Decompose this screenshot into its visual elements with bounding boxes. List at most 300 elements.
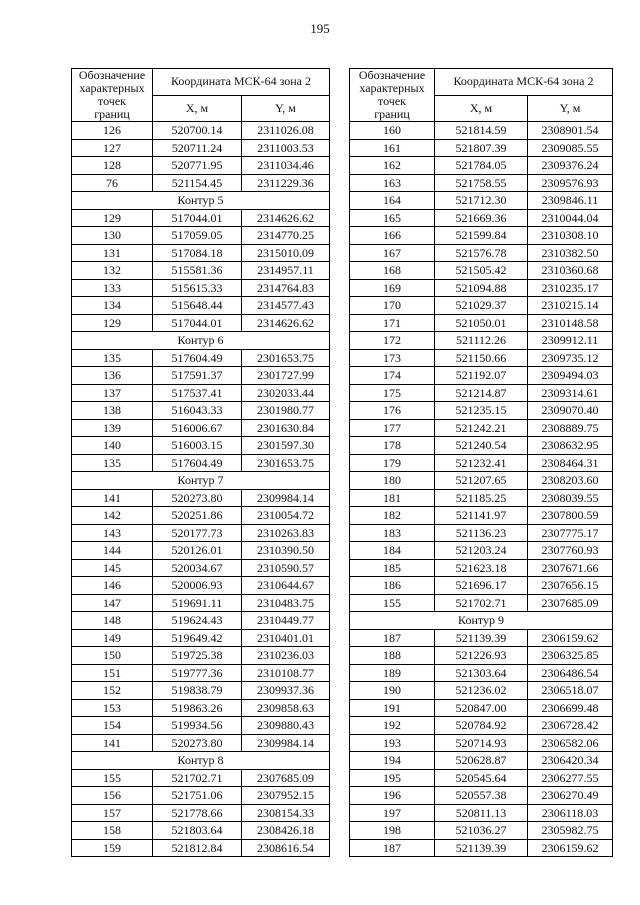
table-row [72, 279, 330, 297]
point-number-cell: 177 [350, 419, 435, 437]
x-coordinate-cell: 521036.27 [435, 822, 528, 840]
x-coordinate-cell: 521758.55 [435, 174, 528, 192]
x-coordinate-cell: 521696.17 [435, 577, 528, 595]
point-number-cell: 169 [350, 279, 435, 297]
x-coordinate-cell: 521226.93 [435, 647, 528, 665]
table-row [72, 769, 330, 787]
x-coordinate-cell: 521094.88 [435, 279, 528, 297]
x-coordinate-cell: 519649.42 [153, 629, 242, 647]
x-coordinate-cell: 521702.71 [153, 769, 242, 787]
x-coordinate-cell: 521803.64 [153, 822, 242, 840]
point-number-cell: 153 [72, 699, 153, 717]
table-row [350, 489, 613, 507]
point-number-cell: 134 [72, 297, 153, 315]
y-coordinate-cell: 2307800.59 [528, 507, 613, 525]
point-number-cell: 193 [350, 734, 435, 752]
coordinates-table-left [71, 68, 330, 857]
table-row [350, 279, 613, 297]
table-row [72, 524, 330, 542]
table-row [72, 157, 330, 175]
x-coordinate-cell: 520771.95 [153, 157, 242, 175]
point-number-cell: 144 [72, 542, 153, 560]
table-row [72, 139, 330, 157]
point-number-cell: 190 [350, 682, 435, 700]
table-row [350, 402, 613, 420]
table-row [350, 262, 613, 280]
x-coordinate-cell: 517537.41 [153, 384, 242, 402]
table-row [72, 402, 330, 420]
x-coordinate-cell: 520177.73 [153, 524, 242, 542]
point-number-cell: 160 [350, 122, 435, 140]
y-coordinate-cell: 2310449.77 [242, 612, 330, 630]
point-number-cell: 135 [72, 349, 153, 367]
table-row [72, 209, 330, 227]
x-coordinate-cell: 521623.18 [435, 559, 528, 577]
x-coordinate-cell: 517604.49 [153, 349, 242, 367]
table-row [350, 839, 613, 857]
point-number-cell: 154 [72, 717, 153, 735]
point-number-cell: 156 [72, 787, 153, 805]
y-coordinate-cell: 2309085.55 [528, 139, 613, 157]
y-coordinate-cell: 2309494.03 [528, 367, 613, 385]
x-coordinate-cell: 521192.07 [435, 367, 528, 385]
y-coordinate-cell: 2308464.31 [528, 454, 613, 472]
y-coordinate-cell: 2306518.07 [528, 682, 613, 700]
y-coordinate-cell: 2301653.75 [242, 349, 330, 367]
table-row [350, 734, 613, 752]
point-number-cell: 133 [72, 279, 153, 297]
x-coordinate-cell: 516043.33 [153, 402, 242, 420]
y-coordinate-cell: 2311229.36 [242, 174, 330, 192]
table-row [350, 122, 613, 140]
x-coordinate-cell: 519691.11 [153, 594, 242, 612]
x-column-header: Х, м [435, 95, 528, 122]
point-number-cell: 176 [350, 402, 435, 420]
table-row [72, 594, 330, 612]
y-coordinate-cell: 2315010.09 [242, 244, 330, 262]
x-coordinate-cell: 521240.54 [435, 437, 528, 455]
point-number-cell: 129 [72, 314, 153, 332]
x-coordinate-cell: 521778.66 [153, 804, 242, 822]
y-coordinate-cell: 2310644.67 [242, 577, 330, 595]
y-coordinate-cell: 2308154.33 [242, 804, 330, 822]
x-coordinate-cell: 521207.65 [435, 472, 528, 490]
x-coordinate-cell: 519725.38 [153, 647, 242, 665]
y-coordinate-cell: 2309576.93 [528, 174, 613, 192]
x-coordinate-cell: 521136.23 [435, 524, 528, 542]
x-coordinate-cell: 521576.78 [435, 244, 528, 262]
point-number-cell: 132 [72, 262, 153, 280]
point-number-cell: 182 [350, 507, 435, 525]
point-number-cell: 171 [350, 314, 435, 332]
point-number-cell: 183 [350, 524, 435, 542]
point-number-cell: 152 [72, 682, 153, 700]
table-row [350, 244, 613, 262]
table-row [72, 559, 330, 577]
point-number-cell: 136 [72, 367, 153, 385]
point-number-cell: 189 [350, 664, 435, 682]
table-row [350, 437, 613, 455]
point-number-cell: 188 [350, 647, 435, 665]
point-number-cell: 143 [72, 524, 153, 542]
table-row [350, 139, 613, 157]
point-number-cell: 158 [72, 822, 153, 840]
point-number-cell: 155 [350, 594, 435, 612]
table-row [72, 612, 330, 630]
point-number-cell: 187 [350, 839, 435, 857]
contour-row [72, 332, 330, 350]
y-coordinate-cell: 2310236.03 [242, 647, 330, 665]
table-row [350, 524, 613, 542]
page-number: 195 [310, 21, 330, 36]
y-coordinate-cell: 2314577.43 [242, 297, 330, 315]
x-coordinate-cell: 521150.66 [435, 349, 528, 367]
table-row [72, 454, 330, 472]
point-number-cell: 141 [72, 489, 153, 507]
y-coordinate-cell: 2308632.95 [528, 437, 613, 455]
x-coordinate-cell: 521139.39 [435, 839, 528, 857]
x-coordinate-cell: 517044.01 [153, 314, 242, 332]
table-row [350, 594, 613, 612]
point-number-cell: 172 [350, 332, 435, 350]
y-coordinate-cell: 2305982.75 [528, 822, 613, 840]
point-number-cell: 127 [72, 139, 153, 157]
y-coordinate-cell: 2309880.43 [242, 717, 330, 735]
y-coordinate-cell: 2310235.17 [528, 279, 613, 297]
point-number-cell: 198 [350, 822, 435, 840]
y-coordinate-cell: 2310360.68 [528, 262, 613, 280]
x-coordinate-cell: 521185.25 [435, 489, 528, 507]
point-number-cell: 140 [72, 437, 153, 455]
contour-label: Контур 8 [72, 752, 330, 770]
y-coordinate-cell: 2310401.01 [242, 629, 330, 647]
table-row [72, 787, 330, 805]
y-coordinate-cell: 2310390.50 [242, 542, 330, 560]
table-row [72, 542, 330, 560]
y-column-header: Y, м [528, 95, 613, 122]
y-coordinate-cell: 2301727.99 [242, 367, 330, 385]
point-number-cell: 196 [350, 787, 435, 805]
y-coordinate-cell: 2308889.75 [528, 419, 613, 437]
table-row [72, 664, 330, 682]
y-coordinate-cell: 2314957.11 [242, 262, 330, 280]
table-row [72, 822, 330, 840]
x-coordinate-cell: 520628.87 [435, 752, 528, 770]
contour-row [72, 472, 330, 490]
point-number-cell: 76 [72, 174, 153, 192]
coordinate-system-header: Координата МСК-64 зона 2 [153, 69, 330, 96]
y-coordinate-cell: 2306582.06 [528, 734, 613, 752]
x-coordinate-cell: 519838.79 [153, 682, 242, 700]
y-coordinate-cell: 2307656.15 [528, 577, 613, 595]
x-coordinate-cell: 520711.24 [153, 139, 242, 157]
x-coordinate-cell: 521236.02 [435, 682, 528, 700]
x-coordinate-cell: 521112.26 [435, 332, 528, 350]
x-coordinate-cell: 517059.05 [153, 227, 242, 245]
x-coordinate-cell: 520545.64 [435, 769, 528, 787]
x-coordinate-cell: 520811.13 [435, 804, 528, 822]
table-row [350, 192, 613, 210]
point-number-cell: 174 [350, 367, 435, 385]
x-coordinate-cell: 515615.33 [153, 279, 242, 297]
x-coordinate-cell: 521029.37 [435, 297, 528, 315]
y-coordinate-cell: 2309735.12 [528, 349, 613, 367]
y-coordinate-cell: 2306728.42 [528, 717, 613, 735]
y-coordinate-cell: 2314626.62 [242, 314, 330, 332]
point-number-cell: 184 [350, 542, 435, 560]
y-coordinate-cell: 2307671.66 [528, 559, 613, 577]
x-coordinate-cell: 521235.15 [435, 402, 528, 420]
point-number-cell: 191 [350, 699, 435, 717]
point-number-cell: 168 [350, 262, 435, 280]
x-coordinate-cell: 517604.49 [153, 454, 242, 472]
point-number-cell: 157 [72, 804, 153, 822]
y-coordinate-cell: 2306699.48 [528, 699, 613, 717]
y-coordinate-cell: 2306270.49 [528, 787, 613, 805]
y-coordinate-cell: 2309984.14 [242, 489, 330, 507]
table-row [72, 174, 330, 192]
point-number-cell: 179 [350, 454, 435, 472]
y-coordinate-cell: 2309846.11 [528, 192, 613, 210]
table-row [350, 314, 613, 332]
x-coordinate-cell: 520700.14 [153, 122, 242, 140]
contour-row [72, 192, 330, 210]
y-coordinate-cell: 2311034.46 [242, 157, 330, 175]
x-coordinate-cell: 521784.05 [435, 157, 528, 175]
table-row [72, 577, 330, 595]
x-coordinate-cell: 517084.18 [153, 244, 242, 262]
y-coordinate-cell: 2310263.83 [242, 524, 330, 542]
point-column-header: Обозначение характерных точек границ [72, 69, 153, 122]
y-coordinate-cell: 2308426.18 [242, 822, 330, 840]
point-number-cell: 170 [350, 297, 435, 315]
point-number-cell: 162 [350, 157, 435, 175]
table-row [72, 682, 330, 700]
table-row [72, 437, 330, 455]
table-row [350, 384, 613, 402]
point-number-cell: 131 [72, 244, 153, 262]
point-number-cell: 146 [72, 577, 153, 595]
table-row [72, 384, 330, 402]
point-number-cell: 185 [350, 559, 435, 577]
point-number-cell: 159 [72, 839, 153, 857]
table-row [350, 699, 613, 717]
table-row [350, 419, 613, 437]
y-coordinate-cell: 2301653.75 [242, 454, 330, 472]
y-coordinate-cell: 2310308.10 [528, 227, 613, 245]
x-coordinate-cell: 521599.84 [435, 227, 528, 245]
table-row [72, 122, 330, 140]
point-number-cell: 175 [350, 384, 435, 402]
point-number-cell: 130 [72, 227, 153, 245]
table-row [72, 647, 330, 665]
y-coordinate-cell: 2309858.63 [242, 699, 330, 717]
table-row [350, 559, 613, 577]
point-number-cell: 128 [72, 157, 153, 175]
x-coordinate-cell: 521242.21 [435, 419, 528, 437]
point-number-cell: 141 [72, 734, 153, 752]
x-coordinate-cell: 520557.38 [435, 787, 528, 805]
contour-row [350, 612, 613, 630]
point-number-cell: 194 [350, 752, 435, 770]
table-row [350, 332, 613, 350]
y-coordinate-cell: 2310483.75 [242, 594, 330, 612]
x-coordinate-cell: 521214.87 [435, 384, 528, 402]
table-row [72, 489, 330, 507]
y-coordinate-cell: 2314626.62 [242, 209, 330, 227]
point-number-cell: 167 [350, 244, 435, 262]
x-coordinate-cell: 520714.93 [435, 734, 528, 752]
x-coordinate-cell: 521751.06 [153, 787, 242, 805]
table-row [350, 209, 613, 227]
y-coordinate-cell: 2308203.60 [528, 472, 613, 490]
x-coordinate-cell: 520126.01 [153, 542, 242, 560]
x-coordinate-cell: 521050.01 [435, 314, 528, 332]
x-coordinate-cell: 521669.36 [435, 209, 528, 227]
table-row [350, 472, 613, 490]
table-row [350, 507, 613, 525]
y-coordinate-cell: 2309314.61 [528, 384, 613, 402]
point-number-cell: 180 [350, 472, 435, 490]
y-column-header: Y, м [242, 95, 330, 122]
point-number-cell: 161 [350, 139, 435, 157]
point-number-cell: 165 [350, 209, 435, 227]
contour-label: Контур 6 [72, 332, 330, 350]
table-row [350, 227, 613, 245]
x-coordinate-cell: 521812.84 [153, 839, 242, 857]
y-coordinate-cell: 2307685.09 [242, 769, 330, 787]
x-coordinate-cell: 520273.80 [153, 489, 242, 507]
y-coordinate-cell: 2310215.14 [528, 297, 613, 315]
table-row [72, 699, 330, 717]
point-number-cell: 195 [350, 769, 435, 787]
table-row [350, 769, 613, 787]
y-coordinate-cell: 2301630.84 [242, 419, 330, 437]
table-row [350, 717, 613, 735]
y-coordinate-cell: 2306277.55 [528, 769, 613, 787]
table-row [72, 297, 330, 315]
point-number-cell: 186 [350, 577, 435, 595]
y-coordinate-cell: 2310590.57 [242, 559, 330, 577]
table-row [72, 734, 330, 752]
table-row [72, 804, 330, 822]
point-number-cell: 150 [72, 647, 153, 665]
point-number-cell: 181 [350, 489, 435, 507]
point-number-cell: 147 [72, 594, 153, 612]
point-number-cell: 173 [350, 349, 435, 367]
table-row [350, 682, 613, 700]
table-row [72, 227, 330, 245]
x-coordinate-cell: 520847.00 [435, 699, 528, 717]
table-row [350, 577, 613, 595]
table-row [350, 804, 613, 822]
coordinate-system-header: Координата МСК-64 зона 2 [435, 69, 613, 96]
y-coordinate-cell: 2308901.54 [528, 122, 613, 140]
x-coordinate-cell: 519934.56 [153, 717, 242, 735]
contour-label: Контур 7 [72, 472, 330, 490]
point-column-header: Обозначение характерных точек границ [350, 69, 435, 122]
table-row [350, 349, 613, 367]
table-row [350, 822, 613, 840]
y-coordinate-cell: 2310382.50 [528, 244, 613, 262]
y-coordinate-cell: 2310044.04 [528, 209, 613, 227]
point-number-cell: 145 [72, 559, 153, 577]
x-coordinate-cell: 517591.37 [153, 367, 242, 385]
point-number-cell: 192 [350, 717, 435, 735]
contour-label: Контур 9 [350, 612, 613, 630]
table-row [350, 157, 613, 175]
x-coordinate-cell: 521203.24 [435, 542, 528, 560]
y-coordinate-cell: 2307952.15 [242, 787, 330, 805]
y-coordinate-cell: 2307685.09 [528, 594, 613, 612]
point-number-cell: 166 [350, 227, 435, 245]
y-coordinate-cell: 2310148.58 [528, 314, 613, 332]
point-number-cell: 187 [350, 629, 435, 647]
table-row [350, 664, 613, 682]
table-row [72, 717, 330, 735]
x-column-header: Х, м [153, 95, 242, 122]
x-coordinate-cell: 516006.67 [153, 419, 242, 437]
table-row [350, 752, 613, 770]
y-coordinate-cell: 2306118.03 [528, 804, 613, 822]
point-number-cell: 126 [72, 122, 153, 140]
point-number-cell: 135 [72, 454, 153, 472]
table-row [350, 647, 613, 665]
contour-label: Контур 5 [72, 192, 330, 210]
x-coordinate-cell: 520251.86 [153, 507, 242, 525]
point-number-cell: 142 [72, 507, 153, 525]
y-coordinate-cell: 2306159.62 [528, 839, 613, 857]
y-coordinate-cell: 2301980.77 [242, 402, 330, 420]
x-coordinate-cell: 521232.41 [435, 454, 528, 472]
point-number-cell: 164 [350, 192, 435, 210]
x-coordinate-cell: 521807.39 [435, 139, 528, 157]
y-coordinate-cell: 2314770.25 [242, 227, 330, 245]
y-coordinate-cell: 2308039.55 [528, 489, 613, 507]
table-row [72, 629, 330, 647]
y-coordinate-cell: 2309376.24 [528, 157, 613, 175]
table-row [350, 542, 613, 560]
x-coordinate-cell: 519777.36 [153, 664, 242, 682]
y-coordinate-cell: 2309984.14 [242, 734, 330, 752]
x-coordinate-cell: 520273.80 [153, 734, 242, 752]
x-coordinate-cell: 521505.42 [435, 262, 528, 280]
x-coordinate-cell: 521139.39 [435, 629, 528, 647]
x-coordinate-cell: 520034.67 [153, 559, 242, 577]
left-table-body [72, 122, 330, 857]
y-coordinate-cell: 2306420.34 [528, 752, 613, 770]
y-coordinate-cell: 2311026.08 [242, 122, 330, 140]
y-coordinate-cell: 2306325.85 [528, 647, 613, 665]
point-number-cell: 178 [350, 437, 435, 455]
y-coordinate-cell: 2310108.77 [242, 664, 330, 682]
y-coordinate-cell: 2302033.44 [242, 384, 330, 402]
table-row [72, 262, 330, 280]
y-coordinate-cell: 2314764.83 [242, 279, 330, 297]
y-coordinate-cell: 2301597.30 [242, 437, 330, 455]
point-number-cell: 148 [72, 612, 153, 630]
x-coordinate-cell: 520006.93 [153, 577, 242, 595]
table-row [72, 349, 330, 367]
x-coordinate-cell: 521712.30 [435, 192, 528, 210]
x-coordinate-cell: 517044.01 [153, 209, 242, 227]
x-coordinate-cell: 515648.44 [153, 297, 242, 315]
table-row [350, 787, 613, 805]
point-number-cell: 155 [72, 769, 153, 787]
x-coordinate-cell: 519624.43 [153, 612, 242, 630]
x-coordinate-cell: 521303.64 [435, 664, 528, 682]
table-row [72, 507, 330, 525]
